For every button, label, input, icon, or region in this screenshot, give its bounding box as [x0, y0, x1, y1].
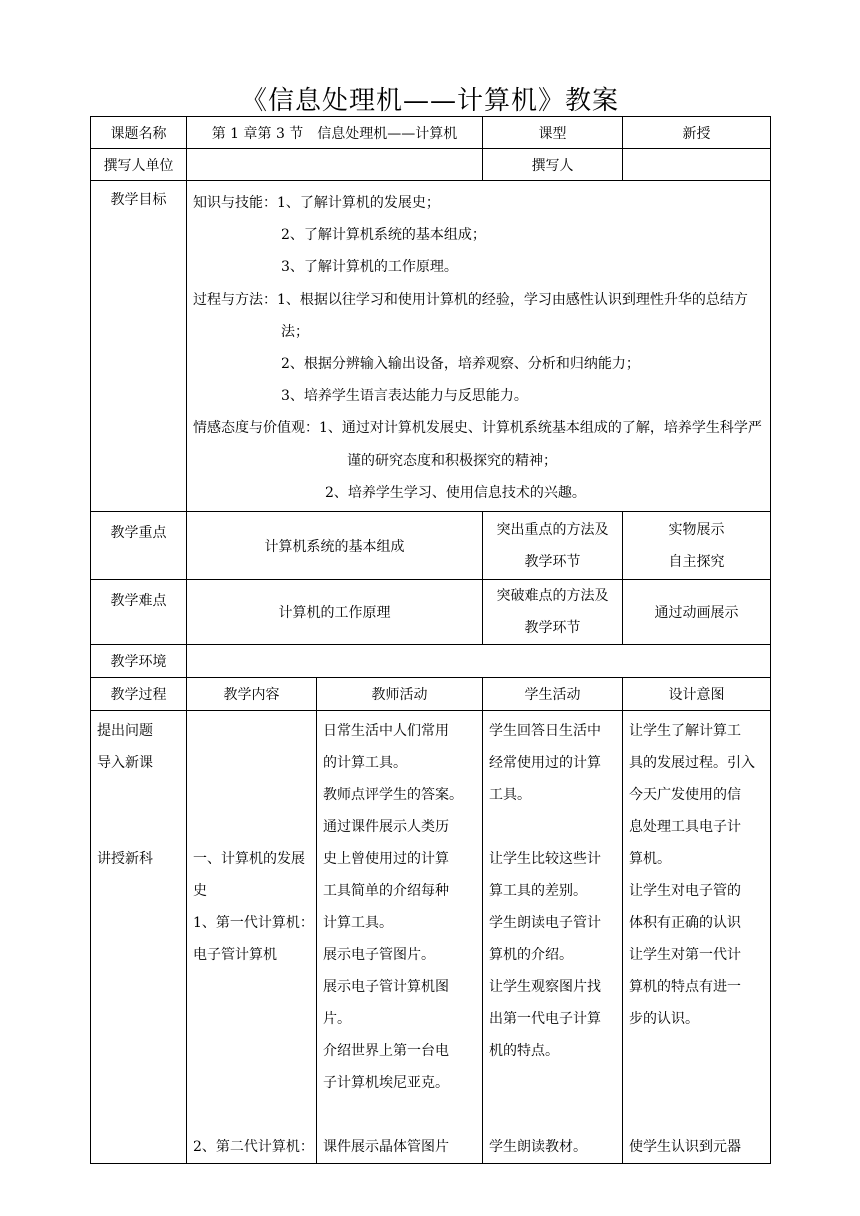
- process-line: 工具简单的介绍每种: [323, 883, 449, 900]
- process-line: [97, 907, 180, 939]
- process-line: 体积有正确的认识: [629, 915, 741, 932]
- process-line: [193, 1003, 310, 1035]
- goal-line: 过程与方法：1、根据以往学习和使用计算机的经验，学习由感性认识到理性升华的总结方法；: [193, 291, 748, 340]
- author-label: 撰写人: [483, 149, 623, 181]
- process-line: [489, 1099, 616, 1131]
- process-line: [629, 1099, 764, 1131]
- process-line: 1、第一代计算机：: [193, 915, 314, 932]
- process-line: [193, 1035, 310, 1067]
- goals-content: [187, 181, 771, 512]
- process-line: 让学生比较这些计: [489, 851, 601, 868]
- process-header-stage: 教学过程: [91, 678, 187, 711]
- process-line: 史上曾使用过的计算: [323, 851, 449, 868]
- process-line: 让学生观察图片找: [489, 979, 601, 996]
- key-method-label-line: 突出重点的方法及: [496, 521, 609, 538]
- key-method-line: 自主探究: [668, 553, 725, 570]
- process-line: 课件展示晶体管图片: [323, 1139, 449, 1156]
- process-line: [629, 1067, 764, 1099]
- process-line: [97, 1003, 180, 1035]
- environment-value: [187, 645, 771, 678]
- process-line: [193, 1067, 310, 1099]
- process-line: [97, 779, 180, 811]
- goal-line: 情感态度与价值观：1、通过对计算机发展史、计算机系统基本组成的了解，培养学生科学严谨的研究态度和积极探究的精神；: [193, 420, 762, 469]
- process-line: 展示电子管计算机图: [323, 979, 449, 996]
- process-line: [97, 1035, 180, 1067]
- process-header-student: 学生活动: [483, 678, 623, 711]
- difficulty-method-label: [483, 580, 623, 645]
- process-line: 让学生对第一代计: [629, 947, 741, 964]
- process-line: [97, 1099, 180, 1131]
- process-line: 2、第二代计算机：: [193, 1139, 314, 1156]
- difficulty-method-value: 通过动画展示: [623, 580, 771, 645]
- process-line: [97, 875, 180, 907]
- process-line: [193, 747, 310, 779]
- process-line: 学生回答日生活中: [489, 723, 601, 740]
- process-line: 让学生了解计算工: [629, 723, 741, 740]
- process-line: 算机。: [629, 851, 671, 868]
- difficulty-method-label-line: 突破难点的方法及: [496, 588, 609, 605]
- process-line: [323, 1099, 476, 1131]
- process-line: 使学生认识到元器: [629, 1139, 741, 1156]
- process-line: [489, 1067, 616, 1099]
- process-line: 子计算机埃尼亚克。: [323, 1075, 449, 1092]
- environment-label: 教学环境: [91, 645, 187, 678]
- course-type-value: 新授: [623, 117, 771, 149]
- process-line: 计算工具。: [323, 915, 393, 932]
- process-line: 工具。: [489, 787, 531, 804]
- process-line: 史: [193, 883, 207, 900]
- process-line: 具的发展过程。引入: [629, 755, 755, 772]
- process-line: 算机的介绍。: [489, 947, 573, 964]
- goal-line: 3、了解计算机的工作原理。: [281, 259, 458, 276]
- process-line: [97, 971, 180, 1003]
- process-line: 机的特点。: [489, 1043, 559, 1060]
- process-line: 息处理工具电子计: [629, 819, 741, 836]
- process-line: [97, 939, 180, 971]
- process-line: 算机的特点有进一: [629, 979, 741, 996]
- process-intent-cell: [623, 711, 771, 1164]
- course-name-label: 课题名称: [91, 117, 187, 149]
- process-line: 提出问题: [97, 723, 153, 740]
- process-line: [193, 971, 310, 1003]
- process-line: 出第一代电子计算: [489, 1011, 601, 1028]
- page-title: 《信息处理机——计算机》教案: [240, 86, 619, 116]
- process-line: 导入新课: [97, 755, 153, 772]
- process-line: [193, 715, 310, 747]
- process-header-content: 教学内容: [187, 678, 317, 711]
- process-header-intent: 设计意图: [623, 678, 771, 711]
- process-line: 通过课件展示人类历: [323, 819, 449, 836]
- goal-line: 2、了解计算机系统的基本组成；: [281, 227, 486, 244]
- process-line: 算工具的差别。: [489, 883, 587, 900]
- process-line: 电子管计算机: [193, 947, 277, 964]
- process-line: 学生朗读教材。: [489, 1139, 587, 1156]
- difficulty-label: 教学难点: [91, 580, 187, 645]
- goal-line: 2、培养学生学习、使用信息技术的兴趣。: [325, 484, 586, 501]
- process-header-teacher: 教师活动: [317, 678, 483, 711]
- process-line: [97, 1067, 180, 1099]
- key-method-line: 实物展示: [668, 521, 725, 538]
- process-content-cell: [187, 711, 317, 1164]
- course-name-value: 第 1 章第 3 节 信息处理机——计算机: [187, 117, 483, 149]
- goal-line: 3、培养学生语言表达能力与反思能力。: [281, 388, 528, 405]
- process-stage-cell: [91, 711, 187, 1164]
- process-line: 片。: [323, 1011, 351, 1028]
- process-line: 今天广发使用的信: [629, 787, 741, 804]
- process-line: 日常生活中人们常用: [323, 723, 449, 740]
- process-line: 经常使用过的计算: [489, 755, 601, 772]
- process-line: [193, 1099, 310, 1131]
- course-type-label: 课型: [483, 117, 623, 149]
- process-line: [629, 1035, 764, 1067]
- goals-label: 教学目标: [91, 181, 187, 512]
- author-unit-label: 撰写人单位: [91, 149, 187, 181]
- key-point-content: 计算机系统的基本组成: [187, 512, 483, 580]
- difficulty-method-label-line: 教学环节: [524, 620, 581, 637]
- process-line: 一、计算机的发展: [193, 851, 305, 868]
- author-unit-value: [187, 149, 483, 181]
- process-line: 展示电子管图片。: [323, 947, 435, 964]
- key-method-value: [623, 512, 771, 580]
- process-student-cell: [483, 711, 623, 1164]
- difficulty-content: 计算机的工作原理: [187, 580, 483, 645]
- process-line: 讲授新科: [97, 851, 153, 868]
- key-method-label: [483, 512, 623, 580]
- process-line: [193, 779, 310, 811]
- process-line: 介绍世界上第一台电: [323, 1043, 449, 1060]
- key-point-label: 教学重点: [91, 512, 187, 580]
- lesson-plan-table: [90, 116, 771, 1164]
- process-line: [97, 811, 180, 843]
- process-teacher-cell: [317, 711, 483, 1164]
- process-line: 教师点评学生的答案。: [323, 787, 463, 804]
- key-method-label-line: 教学环节: [524, 553, 581, 570]
- process-line: 学生朗读电子管计: [489, 915, 601, 932]
- goal-line: 知识与技能：1、了解计算机的发展史；: [193, 195, 440, 211]
- process-line: [489, 811, 616, 843]
- process-line: 的计算工具。: [323, 755, 407, 772]
- goal-line: 2、根据分辨输入输出设备，培养观察、分析和归纳能力；: [281, 356, 640, 373]
- process-line: 步的认识。: [629, 1011, 699, 1028]
- author-value: [623, 149, 771, 181]
- process-line: [193, 811, 310, 843]
- process-line: 让学生对电子管的: [629, 883, 741, 900]
